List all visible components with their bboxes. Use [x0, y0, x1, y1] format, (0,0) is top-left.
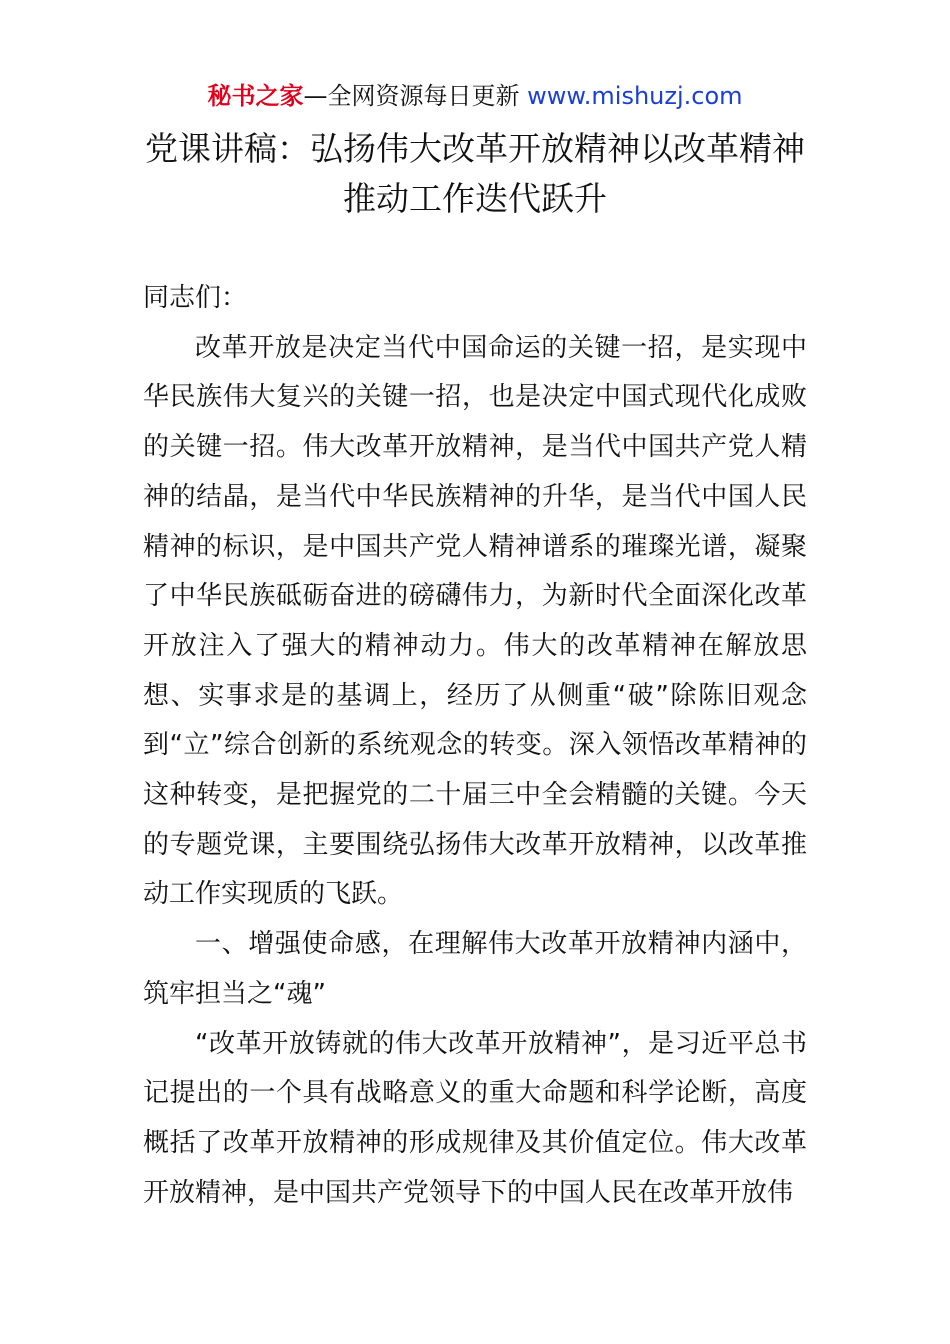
site-url[interactable]: www.mishuzj.com: [527, 82, 743, 110]
site-header: [0, 80, 950, 112]
salutation: 同志们：: [143, 283, 248, 313]
document-title: [0, 124, 950, 224]
header-slogan: —全网资源每日更新: [303, 82, 528, 110]
document-body: [143, 274, 807, 1218]
brand-name: 秘书之家: [207, 82, 304, 110]
paragraph-intro: 改革开放是决定当代中国命运的关键一招，是实现中华民族伟大复兴的关键一招，也是决定中国式现代化成败的关键一招。伟大改革开放精神，是当代中国共产党人精神的结晶，是当代中华民族精神的升华，是当代中国人民精神的标识，是中国共产党人精神谱系的璀璨光谱，凝聚了中华民族砥砺奋进的磅礴伟力，为新时代全面深化改革开放注入了强大的精神动力。伟大的改革精神在解放思想、实事求是的基调上，经历了从侧重“破”除陈旧观念到“立”综合创新的系统观念的转变。深入领悟改革精神的这种转变，是把握党的二十届三中全会精髓的关键。今天的专题党课，主要围绕弘扬伟大改革开放精神，以改革推动工作实现质的飞跃。: [143, 332, 807, 910]
title-line-1: 党课讲稿：弘扬伟大改革开放精神以改革精神: [145, 129, 805, 168]
paragraph-section-1: “改革开放铸就的伟大改革开放精神”，是习近平总书记提出的一个具有战略意义的重大命题和科学论断，高度概括了改革开放精神的形成规律及其价值定位。伟大改革开放精神，是中国共产党领导下的中国人民在改革开放伟: [143, 1028, 807, 1208]
section-heading-1: 一、增强使命感，在理解伟大改革开放精神内涵中，筑牢担当之“魂”: [143, 929, 807, 1009]
title-line-2: 推动工作迭代跃升: [343, 179, 607, 218]
